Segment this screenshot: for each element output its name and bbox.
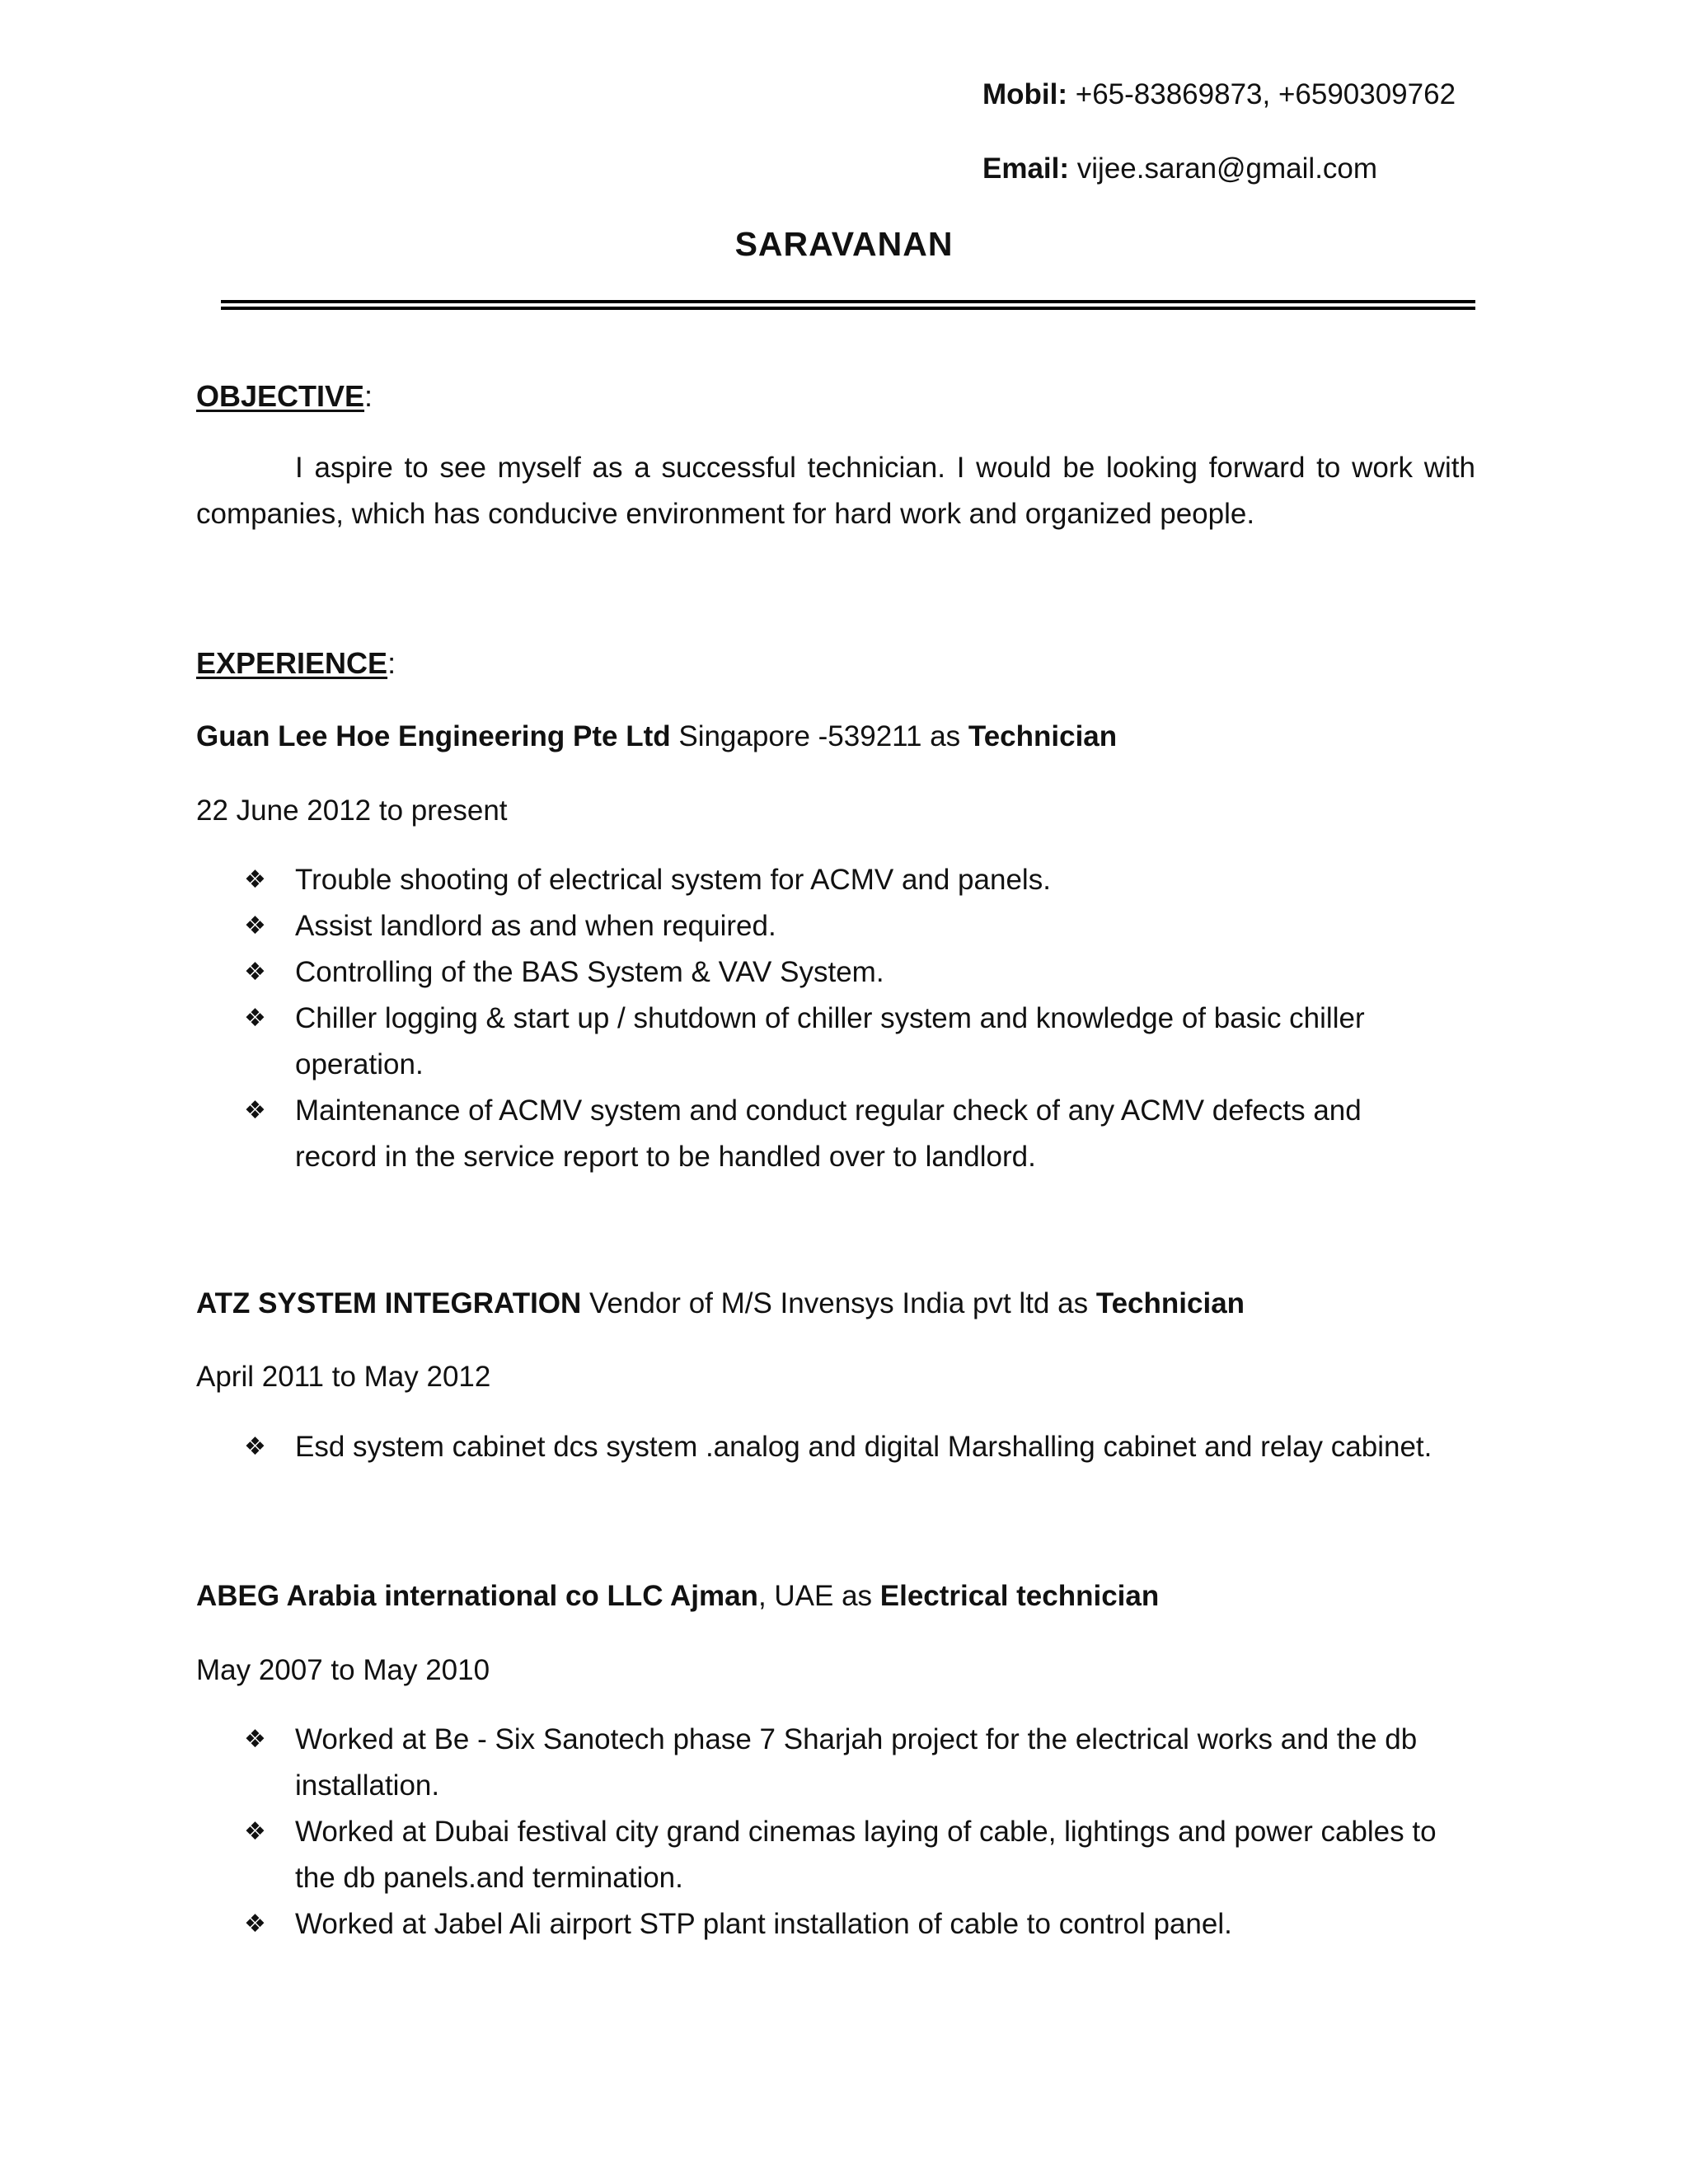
mobile-label: Mobil: bbox=[982, 78, 1068, 110]
diamond-bullet-icon: ❖ bbox=[244, 1432, 266, 1461]
email-value: vijee.saran@gmail.com bbox=[1069, 152, 1378, 185]
list-item bbox=[244, 1424, 1480, 1470]
candidate-name: SARAVANAN bbox=[734, 225, 954, 263]
job-location: Singapore -539211 as bbox=[670, 720, 968, 752]
job-title-line bbox=[196, 718, 1117, 756]
diamond-bullet-icon: ❖ bbox=[244, 1817, 266, 1846]
diamond-bullet-icon: ❖ bbox=[244, 958, 266, 987]
duty-text: Worked at Be - Six Sanotech phase 7 Sharjah project for the electrical works and the db installation. bbox=[295, 1723, 1418, 1802]
email-line bbox=[982, 150, 1377, 188]
duty-text: Chiller logging & start up / shutdown of chiller system and knowledge of basic chiller operation. bbox=[295, 1002, 1365, 1080]
job-title-line bbox=[196, 1285, 1245, 1323]
list-item bbox=[244, 996, 1480, 1088]
job-dates: 22 June 2012 to present bbox=[196, 794, 508, 827]
diamond-bullet-icon: ❖ bbox=[244, 865, 266, 894]
list-item bbox=[244, 1717, 1480, 1809]
header-divider-bottom bbox=[221, 307, 1475, 310]
duty-list bbox=[244, 857, 1480, 1180]
objective-heading bbox=[196, 377, 373, 415]
duty-text: Assist landlord as and when required. bbox=[295, 910, 776, 942]
objective-text: I aspire to see myself as a successful technician. I would be looking forward to work with companies, which has conducive environment for hard work and organized people. bbox=[196, 452, 1475, 530]
duty-text: Esd system cabinet dcs system .analog and digital Marshalling cabinet and relay cabinet. bbox=[295, 1431, 1432, 1463]
list-item bbox=[244, 857, 1480, 903]
duty-text: Worked at Dubai festival city grand cinemas laying of cable, lightings and power cables to the db panels.and termination. bbox=[295, 1816, 1437, 1894]
job-dates: May 2007 to May 2010 bbox=[196, 1654, 490, 1686]
email-label: Email: bbox=[982, 152, 1070, 185]
objective-heading-colon: : bbox=[364, 379, 373, 413]
experience-heading bbox=[196, 644, 396, 682]
diamond-bullet-icon: ❖ bbox=[244, 912, 266, 940]
list-item bbox=[244, 1901, 1480, 1947]
duty-text: Worked at Jabel Ali airport STP plant installation of cable to control panel. bbox=[295, 1908, 1232, 1940]
duty-list bbox=[244, 1717, 1480, 1947]
diamond-bullet-icon: ❖ bbox=[244, 1004, 266, 1033]
job-location: Vendor of M/S Invensys India pvt ltd as bbox=[581, 1287, 1096, 1319]
diamond-bullet-icon: ❖ bbox=[244, 1096, 266, 1125]
diamond-bullet-icon: ❖ bbox=[244, 1910, 266, 1938]
list-item bbox=[244, 949, 1480, 996]
duty-text: Trouble shooting of electrical system for ACMV and panels. bbox=[295, 864, 1051, 896]
job-role: Electrical technician bbox=[879, 1580, 1160, 1612]
job-location: , UAE as bbox=[757, 1580, 880, 1612]
company-name: ATZ SYSTEM INTEGRATION bbox=[196, 1287, 582, 1319]
diamond-bullet-icon: ❖ bbox=[244, 1725, 266, 1754]
duty-text: Maintenance of ACMV system and conduct regular check of any ACMV defects and record in the service report to be handled over to landlord. bbox=[295, 1094, 1362, 1173]
list-item bbox=[244, 1809, 1480, 1901]
objective-heading-text: OBJECTIVE bbox=[196, 379, 365, 413]
job-role: Technician bbox=[968, 720, 1118, 752]
list-item bbox=[244, 1088, 1480, 1180]
list-item bbox=[244, 903, 1480, 949]
header-divider-top bbox=[221, 300, 1475, 303]
experience-heading-colon: : bbox=[387, 646, 396, 680]
mobile-line bbox=[982, 76, 1456, 114]
company-name: ABEG Arabia international co LLC Ajman bbox=[196, 1580, 758, 1612]
duty-list bbox=[244, 1424, 1480, 1470]
company-name: Guan Lee Hoe Engineering Pte Ltd bbox=[196, 720, 671, 752]
mobile-value: +65-83869873, +6590309762 bbox=[1067, 78, 1456, 110]
job-dates: April 2011 to May 2012 bbox=[196, 1361, 491, 1393]
job-title-line bbox=[196, 1577, 1159, 1615]
duty-text: Controlling of the BAS System & VAV System. bbox=[295, 956, 884, 988]
job-role: Technician bbox=[1095, 1287, 1245, 1319]
experience-heading-text: EXPERIENCE bbox=[196, 646, 388, 680]
